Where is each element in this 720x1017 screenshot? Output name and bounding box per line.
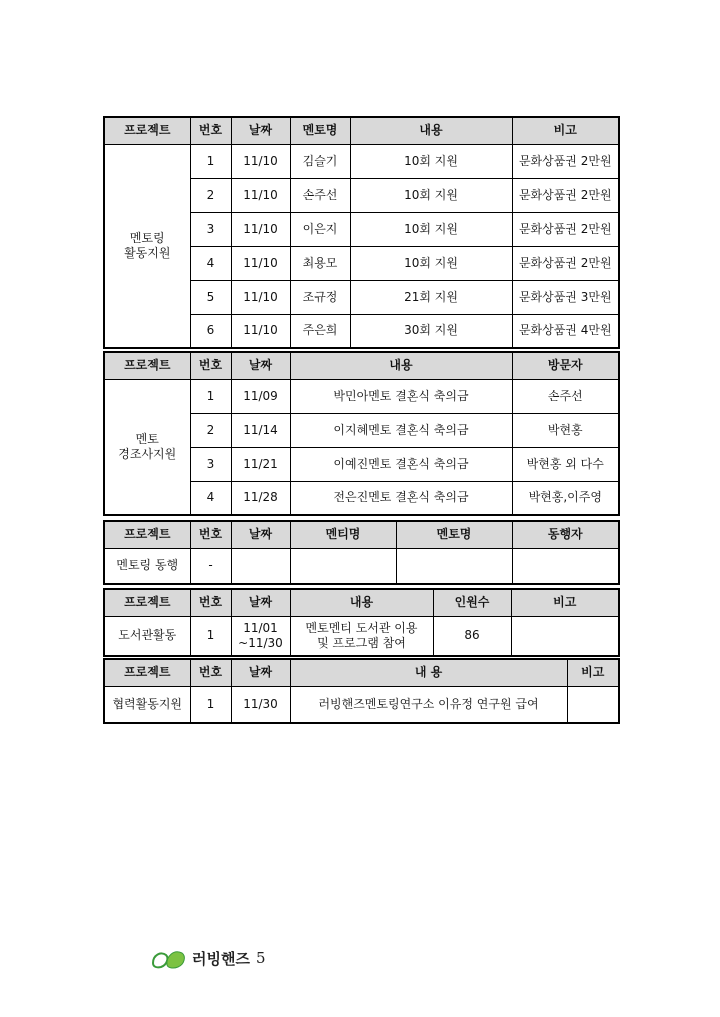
row-note bbox=[567, 686, 619, 723]
header-number: 번호 bbox=[190, 589, 231, 616]
row-mentor-name bbox=[396, 548, 512, 584]
header-content: 내용 bbox=[350, 117, 512, 144]
header-project: 프로젝트 bbox=[104, 117, 190, 144]
row-project: 멘토링 동행 bbox=[104, 548, 190, 584]
header-companion: 동행자 bbox=[512, 521, 619, 548]
header-project: 프로젝트 bbox=[104, 589, 190, 616]
row-content: 10회 지원 bbox=[350, 212, 512, 246]
row-number: 4 bbox=[190, 246, 231, 280]
table-row bbox=[104, 686, 619, 723]
row-date: 11/14 bbox=[231, 413, 290, 447]
row-date: 11/21 bbox=[231, 447, 290, 481]
row-number: - bbox=[190, 548, 231, 584]
row-number: 6 bbox=[190, 314, 231, 348]
header-date: 날짜 bbox=[231, 117, 290, 144]
row-date bbox=[231, 616, 290, 656]
header-note: 비고 bbox=[512, 117, 619, 144]
header-content: 내용 bbox=[290, 352, 512, 379]
row-number: 4 bbox=[190, 481, 231, 515]
row-date: 11/10 bbox=[231, 178, 290, 212]
mentoring-support-table bbox=[103, 116, 620, 349]
row-mentor-name: 주은희 bbox=[290, 314, 350, 348]
header-mentor-name: 멘토명 bbox=[396, 521, 512, 548]
row-number: 3 bbox=[190, 212, 231, 246]
row-content-line2: 및 프로그램 참여 bbox=[317, 635, 406, 650]
header-number: 번호 bbox=[190, 659, 231, 686]
project-cell bbox=[104, 379, 190, 515]
row-date: 11/10 bbox=[231, 246, 290, 280]
row-date: 11/10 bbox=[231, 280, 290, 314]
row-mentee-name bbox=[290, 548, 396, 584]
row-date: 11/28 bbox=[231, 481, 290, 515]
row-note: 문화상품권 2만원 bbox=[512, 178, 619, 212]
row-date-line1: 11/01 bbox=[243, 620, 278, 635]
project-label-line2: 경조사지원 bbox=[118, 446, 177, 461]
row-content: 박민아멘토 결혼식 축의금 bbox=[290, 379, 512, 413]
condolence-support-table bbox=[103, 351, 620, 516]
header-note: 비고 bbox=[511, 589, 619, 616]
header-visitor: 방문자 bbox=[512, 352, 619, 379]
row-date: 11/10 bbox=[231, 212, 290, 246]
header-date: 날짜 bbox=[231, 589, 290, 616]
row-mentor-name: 조규정 bbox=[290, 280, 350, 314]
table-row bbox=[104, 548, 619, 584]
row-date: 11/30 bbox=[231, 686, 290, 723]
row-project: 도서관활동 bbox=[104, 616, 190, 656]
header-count: 인원수 bbox=[433, 589, 511, 616]
row-note bbox=[511, 616, 619, 656]
row-content: 이지혜멘토 결혼식 축의금 bbox=[290, 413, 512, 447]
header-content: 내용 bbox=[290, 589, 433, 616]
header-mentor-name: 멘토명 bbox=[290, 117, 350, 144]
row-visitor: 박현홍,이주영 bbox=[512, 481, 619, 515]
row-content: 30회 지원 bbox=[350, 314, 512, 348]
row-date: 11/10 bbox=[231, 314, 290, 348]
row-companion bbox=[512, 548, 619, 584]
table-row bbox=[104, 144, 619, 178]
row-count: 86 bbox=[433, 616, 511, 656]
page-footer bbox=[150, 943, 266, 973]
table-row bbox=[104, 616, 619, 656]
header-mentee-name: 멘티명 bbox=[290, 521, 396, 548]
row-number: 1 bbox=[190, 144, 231, 178]
header-project: 프로젝트 bbox=[104, 659, 190, 686]
row-content: 10회 지원 bbox=[350, 178, 512, 212]
row-date-line2: ~11/30 bbox=[238, 635, 283, 650]
project-label-line1: 멘토 bbox=[135, 431, 159, 446]
row-note: 문화상품권 2만원 bbox=[512, 144, 619, 178]
row-note: 문화상품권 3만원 bbox=[512, 280, 619, 314]
header-project: 프로젝트 bbox=[104, 352, 190, 379]
project-label-line2: 활동지원 bbox=[124, 245, 171, 260]
row-note: 문화상품권 2만원 bbox=[512, 212, 619, 246]
row-number: 1 bbox=[190, 616, 231, 656]
row-content: 러빙핸즈멘토링연구소 이유정 연구원 급여 bbox=[290, 686, 567, 723]
header-note: 비고 bbox=[567, 659, 619, 686]
row-content: 10회 지원 bbox=[350, 144, 512, 178]
row-number: 1 bbox=[190, 686, 231, 723]
row-mentor-name: 최용모 bbox=[290, 246, 350, 280]
row-number: 5 bbox=[190, 280, 231, 314]
table-row bbox=[104, 379, 619, 413]
header-project: 프로젝트 bbox=[104, 521, 190, 548]
project-cell bbox=[104, 144, 190, 348]
page-number: 5 bbox=[255, 949, 266, 967]
header-date: 날짜 bbox=[231, 659, 290, 686]
row-content: 21회 지원 bbox=[350, 280, 512, 314]
table-header-row bbox=[104, 117, 619, 144]
row-mentor-name: 손주선 bbox=[290, 178, 350, 212]
table-header-row bbox=[104, 521, 619, 548]
row-content: 전은진멘토 결혼식 축의금 bbox=[290, 481, 512, 515]
row-date: 11/10 bbox=[231, 144, 290, 178]
row-visitor: 박현홍 외 다수 bbox=[512, 447, 619, 481]
row-date: 11/09 bbox=[231, 379, 290, 413]
project-label-line1: 멘토링 bbox=[129, 230, 165, 245]
row-date bbox=[231, 548, 290, 584]
row-number: 1 bbox=[190, 379, 231, 413]
header-number: 번호 bbox=[190, 521, 231, 548]
table-header-row bbox=[104, 659, 619, 686]
row-mentor-name: 김슬기 bbox=[290, 144, 350, 178]
header-content: 내 용 bbox=[290, 659, 567, 686]
row-content bbox=[290, 616, 433, 656]
row-content-line1: 멘토멘티 도서관 이용 bbox=[305, 620, 418, 635]
header-number: 번호 bbox=[190, 352, 231, 379]
row-visitor: 손주선 bbox=[512, 379, 619, 413]
cooperation-support-table bbox=[103, 658, 620, 724]
library-activity-table bbox=[103, 588, 620, 657]
leaves-logo-icon bbox=[150, 945, 190, 971]
row-note: 문화상품권 2만원 bbox=[512, 246, 619, 280]
row-note: 문화상품권 4만원 bbox=[512, 314, 619, 348]
row-content: 이예진멘토 결혼식 축의금 bbox=[290, 447, 512, 481]
header-date: 날짜 bbox=[231, 352, 290, 379]
row-visitor: 박현홍 bbox=[512, 413, 619, 447]
row-number: 2 bbox=[190, 413, 231, 447]
row-project: 협력활동지원 bbox=[104, 686, 190, 723]
row-content: 10회 지원 bbox=[350, 246, 512, 280]
header-number: 번호 bbox=[190, 117, 231, 144]
table-header-row bbox=[104, 589, 619, 616]
row-number: 2 bbox=[190, 178, 231, 212]
brand-name: 러빙핸즈 bbox=[192, 949, 250, 968]
row-mentor-name: 이은지 bbox=[290, 212, 350, 246]
mentoring-accompany-table bbox=[103, 520, 620, 585]
table-header-row bbox=[104, 352, 619, 379]
header-date: 날짜 bbox=[231, 521, 290, 548]
row-number: 3 bbox=[190, 447, 231, 481]
